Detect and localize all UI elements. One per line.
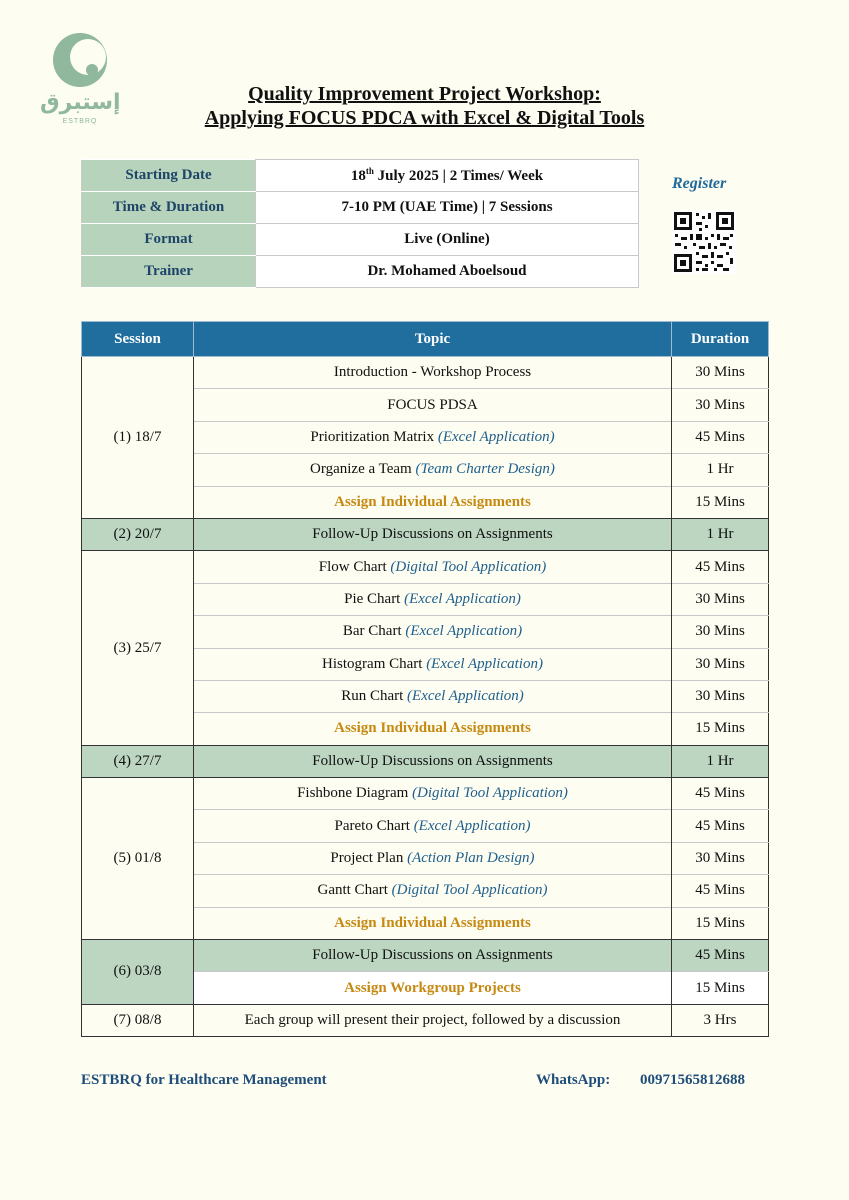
application-note: (Excel Application) [413, 817, 531, 834]
footer-whatsapp [536, 1072, 745, 1089]
topic-text: Pareto Chart [334, 817, 414, 834]
info-value [256, 160, 639, 192]
info-row [82, 224, 639, 256]
topic-text: Histogram Chart [322, 655, 427, 672]
session-cell: (6) 03/8 [82, 940, 194, 1005]
topic-cell [194, 389, 672, 421]
application-note: (Digital Tool Application) [390, 558, 547, 575]
topic-cell [194, 357, 672, 389]
topic-cell [194, 680, 672, 712]
duration-cell: 30 Mins [672, 389, 769, 421]
table-row [82, 1004, 769, 1036]
duration-cell: 15 Mins [672, 907, 769, 939]
info-value: Dr. Mohamed Aboelsoud [256, 256, 639, 288]
application-note: (Digital Tool Application) [391, 882, 548, 899]
duration-cell: 45 Mins [672, 551, 769, 583]
topic-cell: Follow-Up Discussions on Assignments [194, 940, 672, 972]
application-note: (Excel Application) [426, 655, 543, 672]
duration-cell: 15 Mins [672, 713, 769, 745]
topic-cell [194, 454, 672, 486]
topic-text: Introduction - Workshop Process [333, 364, 532, 381]
header-topic: Topic [194, 322, 672, 357]
duration-cell: 30 Mins [672, 357, 769, 389]
schedule-header [82, 322, 769, 357]
topic-cell: Follow-Up Discussions on Assignments [194, 518, 672, 550]
info-label: Trainer [82, 256, 256, 288]
table-row [82, 551, 769, 583]
application-note: (Digital Tool Application) [412, 785, 568, 802]
page-title [0, 82, 849, 130]
assignment-cell: Assign Workgroup Projects [194, 972, 672, 1004]
info-label: Format [82, 224, 256, 256]
session-cell: (4) 27/7 [82, 745, 194, 777]
topic-text: Run Chart [341, 688, 408, 705]
start-day: 18 [350, 168, 366, 184]
logo-arabic-text: إستبرق [40, 90, 121, 115]
workshop-info-table [81, 159, 639, 288]
schedule-table [81, 321, 769, 1037]
whatsapp-label: WhatsApp: [536, 1072, 611, 1088]
info-row [82, 256, 639, 288]
crescent-logo-icon [40, 30, 120, 90]
info-row [82, 160, 639, 192]
info-value: 7-10 PM (UAE Time) | 7 Sessions [256, 192, 639, 224]
topic-text: FOCUS PDSA [387, 396, 478, 413]
table-row [82, 518, 769, 550]
topic-text: Gantt Chart [317, 882, 392, 899]
info-row [82, 192, 639, 224]
topic-text: Bar Chart [342, 623, 406, 640]
topic-cell [194, 778, 672, 810]
application-note: (Team Charter Design) [415, 461, 555, 478]
start-date-rest: July 2025 | 2 Times/ Week [373, 168, 544, 184]
duration-cell: 45 Mins [672, 421, 769, 453]
header-session: Session [82, 322, 194, 357]
whatsapp-number[interactable]: 00971565812688 [639, 1072, 745, 1088]
header-duration: Duration [672, 322, 769, 357]
table-row [82, 357, 769, 389]
info-label: Starting Date [82, 160, 256, 192]
session-cell: (7) 08/8 [82, 1004, 194, 1036]
info-value: Live (Online) [256, 224, 639, 256]
qr-code-icon[interactable] [672, 210, 736, 274]
duration-cell: 30 Mins [672, 616, 769, 648]
table-row [82, 778, 769, 810]
topic-text: Flow Chart [318, 558, 391, 575]
application-note: (Action Plan Design) [407, 850, 535, 867]
duration-cell: 30 Mins [672, 648, 769, 680]
logo-english-text: ESTBRQ [62, 118, 98, 125]
topic-cell [194, 842, 672, 874]
table-row [82, 940, 769, 972]
title-line-2: Applying FOCUS PDCA with Excel & Digital Tools [204, 107, 645, 129]
session-cell: (1) 18/7 [82, 357, 194, 519]
application-note: (Excel Application) [407, 688, 524, 705]
info-label: Time & Duration [82, 192, 256, 224]
title-line-1: Quality Improvement Project Workshop: [248, 83, 601, 105]
duration-cell: 45 Mins [672, 940, 769, 972]
duration-cell: 1 Hr [672, 518, 769, 550]
topic-cell [194, 648, 672, 680]
duration-cell: 45 Mins [672, 810, 769, 842]
session-cell: (3) 25/7 [82, 551, 194, 745]
duration-cell: 1 Hr [672, 454, 769, 486]
topic-cell: Follow-Up Discussions on Assignments [194, 745, 672, 777]
topic-text: Prioritization Matrix [310, 428, 438, 445]
table-row [82, 745, 769, 777]
duration-cell: 15 Mins [672, 486, 769, 518]
topic-cell [194, 616, 672, 648]
topic-cell [194, 421, 672, 453]
topic-text: Fishbone Diagram [297, 785, 413, 802]
duration-cell: 15 Mins [672, 972, 769, 1004]
duration-cell: 30 Mins [672, 583, 769, 615]
topic-text: Project Plan [330, 850, 408, 867]
duration-cell: 3 Hrs [672, 1004, 769, 1036]
register-label[interactable]: Register [672, 175, 727, 192]
topic-text: Pie Chart [344, 590, 405, 607]
duration-cell: 45 Mins [672, 875, 769, 907]
footer-organization: ESTBRQ for Healthcare Management [81, 1072, 327, 1088]
topic-cell [194, 810, 672, 842]
duration-cell: 45 Mins [672, 778, 769, 810]
duration-cell: 1 Hr [672, 745, 769, 777]
duration-cell: 30 Mins [672, 680, 769, 712]
topic-cell [194, 875, 672, 907]
duration-cell: 30 Mins [672, 842, 769, 874]
assignment-cell: Assign Individual Assignments [194, 907, 672, 939]
start-day-suffix: th [365, 166, 374, 176]
topic-text: Organize a Team [310, 461, 416, 478]
session-cell: (5) 01/8 [82, 778, 194, 940]
topic-cell [194, 551, 672, 583]
assignment-cell: Assign Individual Assignments [194, 486, 672, 518]
assignment-cell: Assign Individual Assignments [194, 713, 672, 745]
topic-cell: Each group will present their project, followed by a discussion [194, 1004, 672, 1036]
application-note: (Excel Application) [404, 590, 521, 607]
application-note: (Excel Application) [437, 428, 555, 445]
topic-cell [194, 583, 672, 615]
application-note: (Excel Application) [405, 623, 523, 640]
session-cell: (2) 20/7 [82, 518, 194, 550]
